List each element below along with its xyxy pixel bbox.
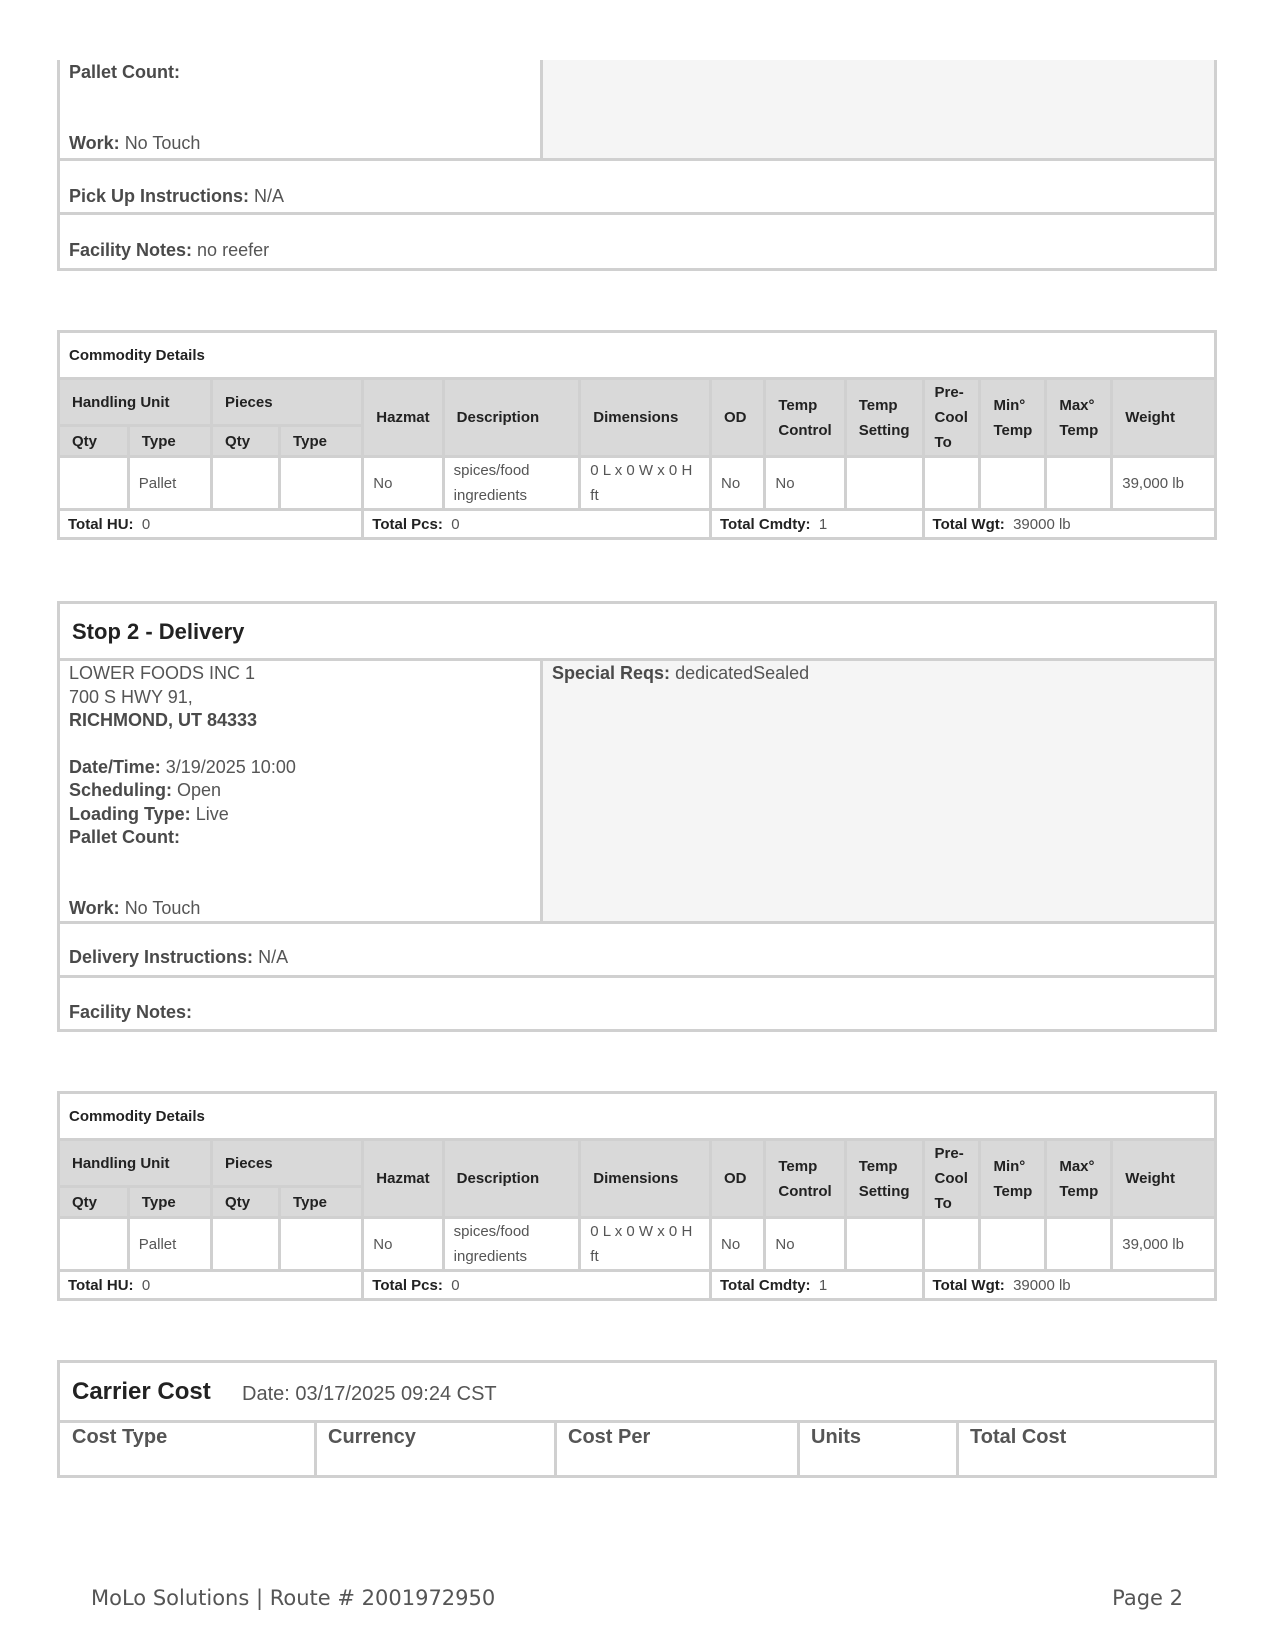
stop1-left-column	[60, 60, 540, 158]
temp-control-cell: No	[765, 1218, 845, 1271]
work-value: No Touch	[124, 133, 201, 153]
loading-type-label: Loading Type:	[69, 804, 191, 824]
delivery-instructions-value: N/A	[258, 947, 289, 967]
hu-qty-header: Qty	[59, 426, 129, 457]
facility-notes-row	[60, 212, 1214, 268]
precool-cell	[923, 1218, 980, 1271]
pickup-instructions-row	[60, 158, 1214, 212]
pcs-type-header: Type	[280, 426, 363, 457]
total-pcs-label: Total Pcs:	[372, 1276, 443, 1294]
min-temp-header: Min° Temp	[980, 1140, 1046, 1218]
total-pcs	[363, 510, 711, 539]
stop1-location-row	[60, 60, 1214, 158]
max-temp-cell	[1046, 457, 1112, 510]
pieces-header: Pieces	[212, 379, 363, 426]
carrier-cost-header	[60, 1363, 1214, 1420]
hu-type-header: Type	[128, 426, 211, 457]
datetime-value: 3/19/2025 10:00	[165, 757, 296, 777]
total-pcs-label: Total Pcs:	[372, 515, 443, 533]
weight-cell: 39,000 lb	[1112, 1218, 1216, 1271]
pickup-instructions-value: N/A	[254, 186, 285, 206]
hu-qty-header: Qty	[59, 1187, 129, 1218]
total-hu	[59, 1271, 363, 1300]
handling-unit-header: Handling Unit	[59, 379, 212, 426]
total-cmdty-label: Total Cmdty:	[719, 1276, 811, 1294]
total-hu-label: Total HU:	[68, 1276, 134, 1294]
pcs-qty-cell	[212, 457, 280, 510]
precool-cell	[923, 457, 980, 510]
stop2-work	[69, 896, 200, 920]
description-header: Description	[443, 1140, 580, 1218]
facility-address: 700 S HWY 91,	[69, 687, 193, 707]
pieces-header: Pieces	[212, 1140, 363, 1187]
min-temp-cell	[980, 457, 1046, 510]
max-temp-cell	[1046, 1218, 1112, 1271]
temp-control-header: Temp Control	[765, 379, 845, 457]
stop1-work	[69, 131, 200, 155]
commodity-table-2	[57, 1091, 1217, 1301]
cost-type-header: Cost Type	[72, 1426, 168, 1448]
total-cmdty-label: Total Cmdty:	[719, 515, 811, 533]
total-cmdty	[710, 510, 923, 539]
stop2-title: Stop 2 - Delivery	[72, 619, 245, 644]
hazmat-cell: No	[363, 457, 443, 510]
description-cell: spices/food ingredients	[443, 457, 580, 510]
special-reqs-value: dedicatedSealed	[675, 663, 810, 683]
pallet-count-label: Pallet Count:	[69, 827, 180, 847]
max-temp-header: Max° Temp	[1046, 1140, 1112, 1218]
min-temp-header: Min° Temp	[980, 379, 1046, 457]
max-temp-header: Max° Temp	[1046, 379, 1112, 457]
hazmat-header: Hazmat	[363, 379, 443, 457]
total-wgt-value: 39000 lb	[1013, 1276, 1071, 1294]
carrier-cost-panel	[57, 1360, 1217, 1478]
stop2-left-column	[60, 661, 540, 921]
column-divider	[554, 1420, 557, 1475]
stop2-panel	[57, 601, 1217, 1032]
footer-page-number: Page 2	[1112, 1586, 1183, 1610]
min-temp-cell	[980, 1218, 1046, 1271]
delivery-instructions	[69, 945, 288, 969]
description-cell: spices/food ingredients	[443, 1218, 580, 1271]
pallet-count-label: Pallet Count:	[69, 62, 180, 82]
datetime-label: Date/Time:	[69, 757, 161, 777]
column-divider	[956, 1420, 959, 1475]
stop2-scheduling	[69, 778, 221, 802]
column-divider	[797, 1420, 800, 1475]
delivery-instructions-label: Delivery Instructions:	[69, 947, 254, 967]
total-cmdty-value: 1	[818, 1276, 828, 1294]
od-cell: No	[710, 457, 764, 510]
stop2-pallet-count	[69, 825, 180, 849]
pickup-instructions	[69, 184, 284, 208]
footer-route-info: MoLo Solutions | Route # 2001972950	[91, 1586, 496, 1610]
stop1-right-column	[540, 60, 1214, 158]
loading-type-value: Live	[195, 804, 229, 824]
units-header: Units	[811, 1426, 861, 1448]
scheduling-label: Scheduling:	[69, 780, 172, 800]
work-label: Work:	[69, 133, 120, 153]
stop2-location-row	[60, 658, 1214, 921]
pcs-type-cell	[280, 457, 363, 510]
stop2-facility-notes	[69, 1000, 192, 1024]
weight-cell: 39,000 lb	[1112, 457, 1216, 510]
pcs-qty-header: Qty	[212, 1187, 280, 1218]
commodity-title: Commodity Details	[59, 332, 1216, 379]
pcs-qty-header: Qty	[212, 426, 280, 457]
commodity-totals-row	[59, 1271, 1216, 1300]
carrier-cost-title: Carrier Cost	[72, 1378, 211, 1405]
facility-notes	[69, 238, 269, 262]
facility-name: LOWER FOODS INC 1	[69, 663, 256, 683]
hu-type-cell: Pallet	[128, 1218, 211, 1271]
total-hu-label: Total HU:	[68, 515, 134, 533]
temp-setting-cell	[845, 1218, 923, 1271]
currency-header: Currency	[328, 1426, 416, 1448]
special-reqs	[552, 661, 809, 685]
special-reqs-label: Special Reqs:	[552, 663, 671, 683]
hu-type-header: Type	[128, 1187, 211, 1218]
temp-setting-header: Temp Setting	[845, 1140, 923, 1218]
carrier-cost-date: Date: 03/17/2025 09:24 CST	[242, 1383, 497, 1405]
stop2-right-column	[540, 661, 1214, 921]
facility-notes-label: Facility Notes:	[69, 240, 193, 260]
commodity-table-1	[57, 330, 1217, 540]
od-cell: No	[710, 1218, 764, 1271]
commodity-row	[59, 457, 1216, 510]
total-cmdty-value: 1	[818, 515, 828, 533]
total-hu-value: 0	[141, 515, 151, 533]
pcs-qty-cell	[212, 1218, 280, 1271]
facility-notes-label: Facility Notes:	[69, 1002, 193, 1022]
temp-setting-header: Temp Setting	[845, 379, 923, 457]
delivery-instructions-row	[60, 921, 1214, 975]
hazmat-cell: No	[363, 1218, 443, 1271]
hu-qty-cell	[59, 1218, 129, 1271]
facility-city-state-zip: RICHMOND, UT 84333	[69, 710, 258, 730]
description-header: Description	[443, 379, 580, 457]
commodity-title: Commodity Details	[59, 1093, 1216, 1140]
column-divider	[314, 1420, 317, 1475]
od-header: OD	[710, 1140, 764, 1218]
total-cmdty	[710, 1271, 923, 1300]
pickup-instructions-label: Pick Up Instructions:	[69, 186, 250, 206]
weight-header: Weight	[1112, 1140, 1216, 1218]
pcs-type-cell	[280, 1218, 363, 1271]
dimensions-header: Dimensions	[580, 379, 711, 457]
hu-qty-cell	[59, 457, 129, 510]
stop1-pallet-count	[69, 60, 180, 84]
work-value: No Touch	[124, 898, 201, 918]
total-pcs-value: 0	[451, 1276, 460, 1294]
weight-header: Weight	[1112, 379, 1216, 457]
stop2-facility-notes-row	[60, 975, 1214, 1029]
dimensions-cell: 0 L x 0 W x 0 H ft	[580, 1218, 711, 1271]
total-wgt	[923, 510, 1215, 539]
commodity-totals-row	[59, 510, 1216, 539]
temp-control-header: Temp Control	[765, 1140, 845, 1218]
hu-type-cell: Pallet	[128, 457, 211, 510]
total-wgt	[923, 1271, 1215, 1300]
stop2-loading-type	[69, 802, 229, 826]
precool-header: Pre-Cool To	[923, 379, 980, 457]
temp-setting-cell	[845, 457, 923, 510]
precool-header: Pre-Cool To	[923, 1140, 980, 1218]
stop1-details-panel	[57, 60, 1217, 271]
hazmat-header: Hazmat	[363, 1140, 443, 1218]
total-wgt-label: Total Wgt:	[932, 1276, 1005, 1294]
total-hu	[59, 510, 363, 539]
od-header: OD	[710, 379, 764, 457]
work-label: Work:	[69, 898, 120, 918]
dimensions-header: Dimensions	[580, 1140, 711, 1218]
handling-unit-header: Handling Unit	[59, 1140, 212, 1187]
facility-notes-value: no reefer	[197, 240, 270, 260]
scheduling-value: Open	[177, 780, 222, 800]
stop2-datetime	[69, 755, 296, 779]
total-pcs	[363, 1271, 711, 1300]
pcs-type-header: Type	[280, 1187, 363, 1218]
commodity-row	[59, 1218, 1216, 1271]
stop2-header	[60, 604, 1214, 658]
total-wgt-label: Total Wgt:	[932, 515, 1005, 533]
cost-per-header: Cost Per	[568, 1426, 651, 1448]
total-hu-value: 0	[141, 1276, 151, 1294]
temp-control-cell: No	[765, 457, 845, 510]
total-pcs-value: 0	[451, 515, 460, 533]
dimensions-cell: 0 L x 0 W x 0 H ft	[580, 457, 711, 510]
total-wgt-value: 39000 lb	[1013, 515, 1071, 533]
total-cost-header: Total Cost	[970, 1426, 1067, 1448]
